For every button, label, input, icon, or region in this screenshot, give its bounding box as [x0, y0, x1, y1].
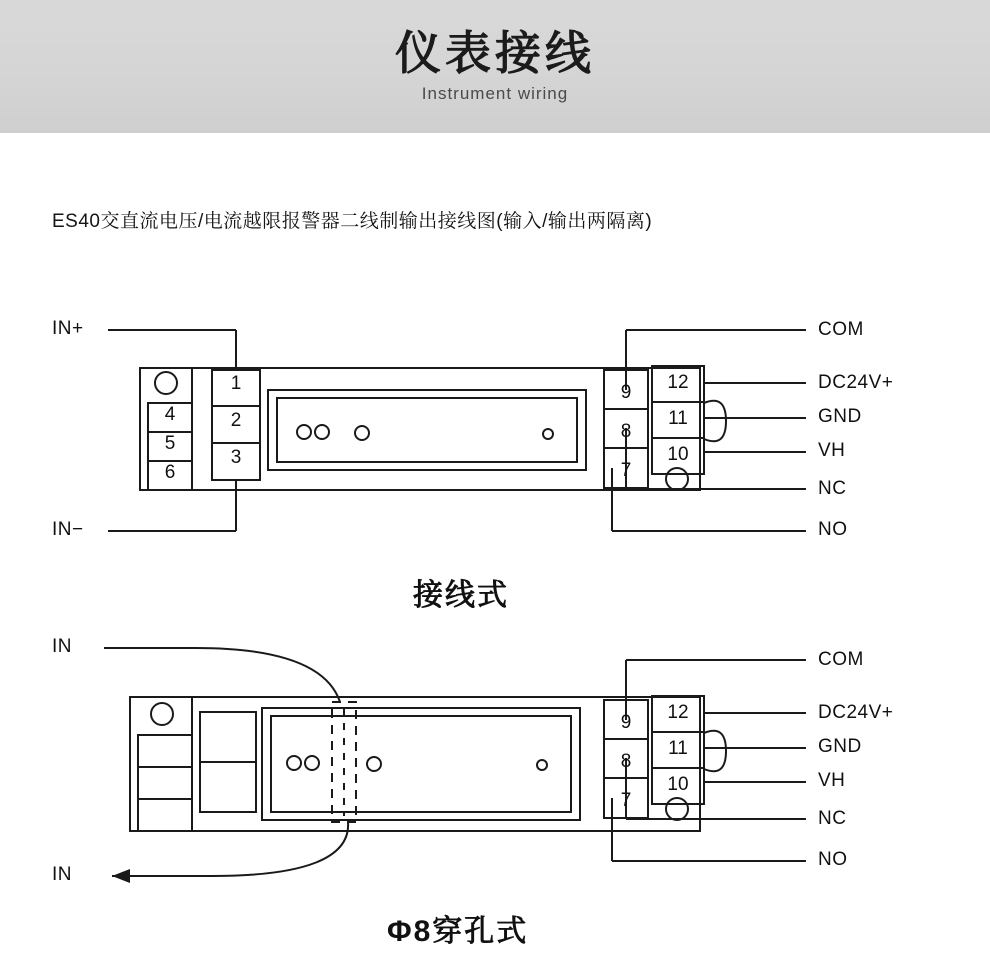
top-label-in-plus: IN+ [52, 318, 84, 339]
top-label-gnd: GND [818, 406, 862, 427]
top-din-clip [704, 401, 726, 442]
bottom-label-in-top: IN [52, 636, 72, 657]
bottom-terminal-block-a [200, 712, 256, 762]
page-subtitle: Instrument wiring [421, 83, 569, 103]
top-led-dot-2 [315, 425, 329, 439]
bottom-wire-in-bottom [112, 822, 348, 876]
top-terminal-4-label: 4 [164, 404, 176, 425]
bottom-terminal-box-1 [138, 735, 192, 767]
page-header-banner [0, 0, 990, 133]
bottom-diagram-title: Φ8穿孔式 [387, 915, 529, 948]
diagram-caption: ES40交直流电压/电流越限报警器二线制输出接线图(输入/输出两隔离) [52, 211, 653, 232]
bottom-label-dc24v: DC24V+ [818, 702, 894, 723]
top-terminal-11-label: 11 [668, 408, 688, 429]
bottom-label-no: NO [818, 849, 848, 870]
top-label-dc24v: DC24V+ [818, 372, 894, 393]
bottom-through-hole-outline [332, 702, 356, 822]
top-terminal-9-label: 9 [620, 382, 632, 403]
top-terminal-8-label: 8 [620, 421, 632, 442]
top-right-screw-icon [666, 468, 688, 490]
top-terminal-6-label: 6 [164, 462, 176, 483]
top-left-screw-icon [155, 372, 177, 394]
bottom-label-gnd: GND [818, 736, 862, 757]
top-led-dot-1 [297, 425, 311, 439]
top-terminal-2-label: 2 [230, 410, 242, 431]
top-display-window-inner [277, 398, 577, 462]
bottom-terminal-9-label: 9 [620, 712, 632, 733]
top-terminal-1-label: 1 [230, 373, 242, 394]
top-label-in-minus: IN− [52, 519, 84, 540]
bottom-terminal-box-3 [138, 799, 192, 831]
top-terminal-3-label: 3 [230, 447, 242, 468]
page-title: 仪表接线 [395, 27, 595, 80]
top-terminal-5-label: 5 [164, 433, 176, 454]
bottom-terminal-box-2 [138, 767, 192, 799]
top-diagram-title: 接线式 [413, 579, 509, 612]
bottom-terminal-12-label: 12 [667, 702, 689, 723]
bottom-display-window-outer [262, 708, 580, 820]
bottom-in-arrowhead [112, 869, 130, 883]
bottom-terminal-10-label: 10 [667, 774, 689, 795]
bottom-label-in-bottom: IN [52, 864, 72, 885]
bottom-terminal-block-b [200, 762, 256, 812]
top-terminal-7-label: 7 [620, 460, 632, 481]
top-led-dot-4 [543, 429, 553, 439]
top-led-dot-3 [355, 426, 369, 440]
top-label-no: NO [818, 519, 848, 540]
bottom-display-window-inner [271, 716, 571, 812]
bottom-terminal-7-label: 7 [620, 790, 632, 811]
bottom-terminal-11-label: 11 [668, 738, 688, 759]
bottom-right-screw-icon [666, 798, 688, 820]
top-terminal-10-label: 10 [667, 444, 689, 465]
bottom-led-dot-2 [305, 756, 319, 770]
bottom-label-vh: VH [818, 770, 846, 791]
bottom-terminal-8-label: 8 [620, 751, 632, 772]
bottom-din-clip [704, 731, 726, 772]
top-display-window-outer [268, 390, 586, 470]
bottom-label-com: COM [818, 649, 864, 670]
bottom-left-screw-icon [151, 703, 173, 725]
top-label-vh: VH [818, 440, 846, 461]
top-label-nc: NC [818, 478, 847, 499]
bottom-led-dot-3 [367, 757, 381, 771]
top-label-com: COM [818, 319, 864, 340]
bottom-label-nc: NC [818, 808, 847, 829]
bottom-led-dot-4 [537, 760, 547, 770]
bottom-wire-in-top [104, 648, 340, 702]
top-terminal-12-label: 12 [667, 372, 689, 393]
bottom-led-dot-1 [287, 756, 301, 770]
